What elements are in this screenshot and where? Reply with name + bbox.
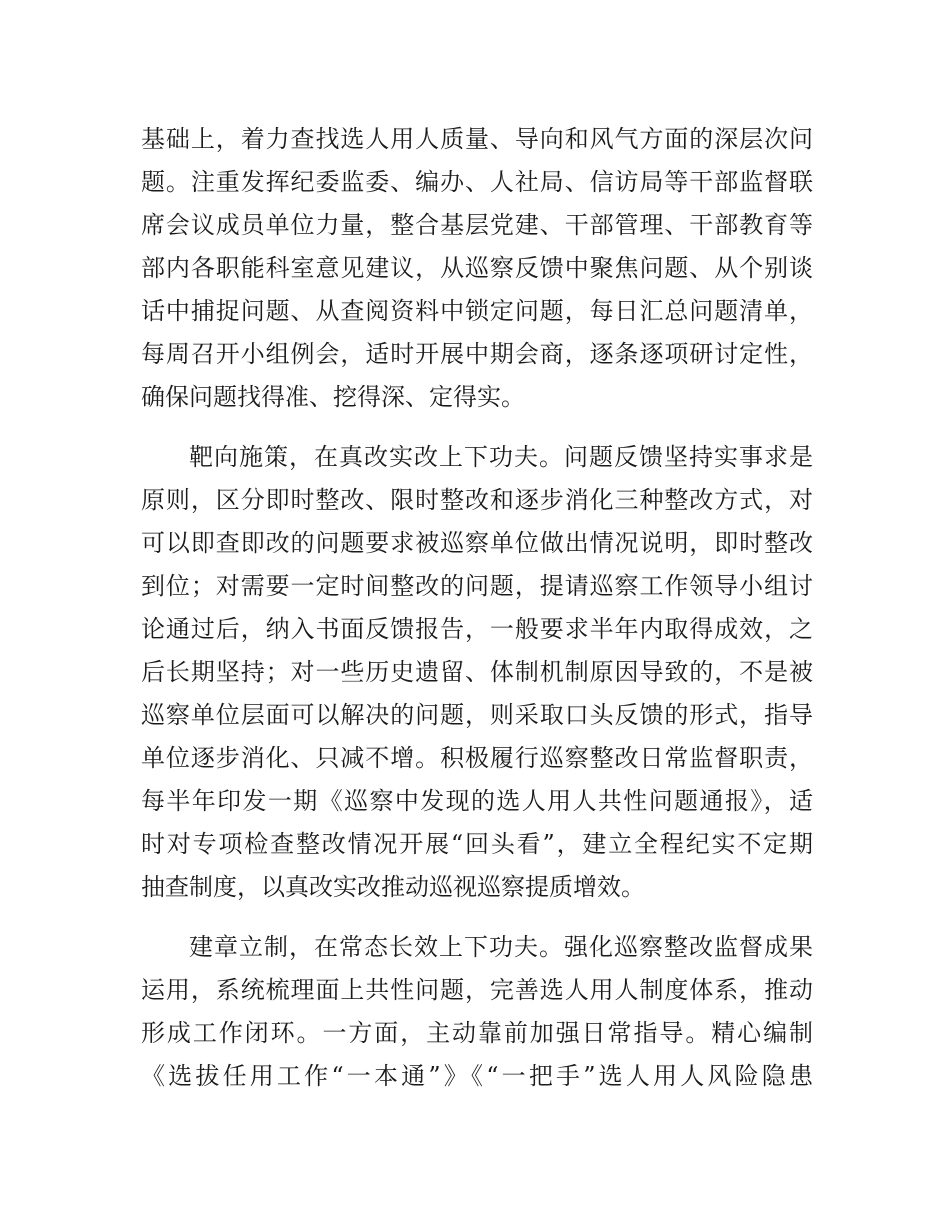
document-body [141, 118, 813, 1098]
text-line: 话中捕捉问题、从查阅资料中锁定问题，每日汇总问题清单， [141, 297, 813, 325]
text-line: 确保问题找得准、挖得深、定得实。 [141, 383, 525, 411]
text-line: 后长期坚持；对一些历史遗留、体制机制原因导致的，不是被 [141, 658, 813, 686]
text-line: 靶向施策，在真改实改上下功夫。问题反馈坚持实事求是 [189, 443, 813, 471]
text-line: 每周召开小组例会，适时开展中期会商，逐条逐项研讨定性， [141, 340, 813, 368]
text-line: 部内各职能科室意见建议，从巡察反馈中聚焦问题、从个别谈 [141, 254, 813, 282]
text-line: 可以即查即改的问题要求被巡察单位做出情况说明，即时整改 [141, 529, 813, 557]
text-line: 运用，系统梳理面上共性问题，完善选人用人制度体系，推动 [141, 976, 813, 1004]
text-line: 论通过后，纳入书面反馈报告，一般要求半年内取得成效，之 [141, 615, 813, 643]
text-line: 原则，区分即时整改、限时整改和逐步消化三种整改方式，对 [141, 486, 813, 514]
text-line: 形成工作闭环。一方面，主动靠前加强日常指导。精心编制 [141, 1019, 813, 1047]
text-line: 题。注重发挥纪委监委、编办、人社局、信访局等干部监督联 [141, 168, 813, 196]
text-line: 建章立制，在常态长效上下功夫。强化巡察整改监督成果 [189, 933, 813, 961]
paragraph-targeted-measures [141, 436, 813, 909]
text-line: 席会议成员单位力量，整合基层党建、干部管理、干部教育等 [141, 211, 813, 239]
text-line: 巡察单位层面可以解决的问题，则采取口头反馈的形式，指导 [141, 701, 813, 729]
text-line: 基础上，着力查找选人用人质量、导向和风气方面的深层次问 [141, 125, 813, 153]
text-line: 每半年印发一期《巡察中发现的选人用人共性问题通报》，适 [141, 787, 813, 815]
text-line: 到位；对需要一定时间整改的问题，提请巡察工作领导小组讨 [141, 572, 813, 600]
text-line: 时对专项检查整改情况开展“回头看”，建立全程纪实不定期 [141, 830, 813, 858]
text-line: 《选拔任用工作“一本通”》《“一把手”选人用人风险隐患 [141, 1062, 813, 1090]
text-line: 抽查制度，以真改实改推动巡视巡察提质增效。 [141, 873, 645, 901]
text-line: 单位逐步消化、只减不增。积极履行巡察整改日常监督职责， [141, 744, 813, 772]
paragraph-institution-building [141, 926, 813, 1098]
paragraph-problem-finding [141, 118, 813, 419]
